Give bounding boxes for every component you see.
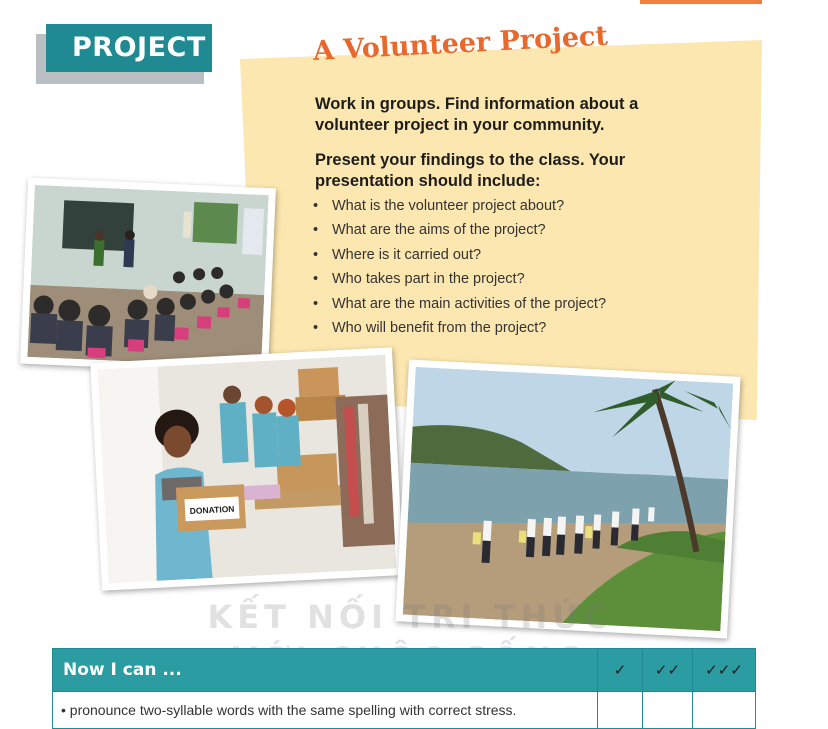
question-item: • Who takes part in the project? [313, 271, 525, 288]
watermark-line-1: KẾT NỐI TRI THỨC [207, 598, 613, 636]
question-item: • What is the volunteer project about? [313, 198, 565, 214]
level-one-check-header: ✓ [598, 649, 643, 692]
beach-cleanup-photo [395, 359, 740, 638]
question-item: • Who will benefit from the project? [313, 320, 547, 337]
project-title: A Volunteer Project [312, 20, 609, 67]
instruction-present: Present your findings to the class. Your presentation should include: [315, 151, 626, 190]
table-header-row [53, 649, 756, 692]
classroom-photo [20, 178, 276, 375]
instruction-group-work: Work in groups. Find information about a volunteer project in your community. [315, 95, 639, 134]
question-item: • What are the main activities of the project? [313, 295, 607, 312]
beach-image [403, 367, 734, 631]
donation-photo [90, 347, 404, 590]
level-three-check-header: ✓✓✓ [693, 649, 756, 692]
level-three-check-cell[interactable] [693, 692, 756, 729]
question-item: • What are the aims of the project? [313, 222, 546, 239]
level-two-check-header: ✓✓ [643, 649, 693, 692]
table-header-label: Now I can ... [53, 649, 598, 692]
classroom-image [27, 185, 268, 367]
question-item: • Where is it carried out? [313, 246, 482, 263]
level-two-check-cell[interactable] [643, 692, 693, 729]
self-assessment-table [52, 648, 756, 729]
top-accent-bar [640, 0, 762, 4]
donation-image [98, 355, 397, 584]
section-tag: PROJECT [46, 24, 212, 72]
question-list [313, 194, 606, 340]
can-do-statement: • pronounce two-syllable words with the same spelling with correct stress. [53, 692, 598, 729]
donation-label: DONATION [189, 503, 235, 517]
level-one-check-cell[interactable] [598, 692, 643, 729]
table-row [53, 692, 756, 729]
